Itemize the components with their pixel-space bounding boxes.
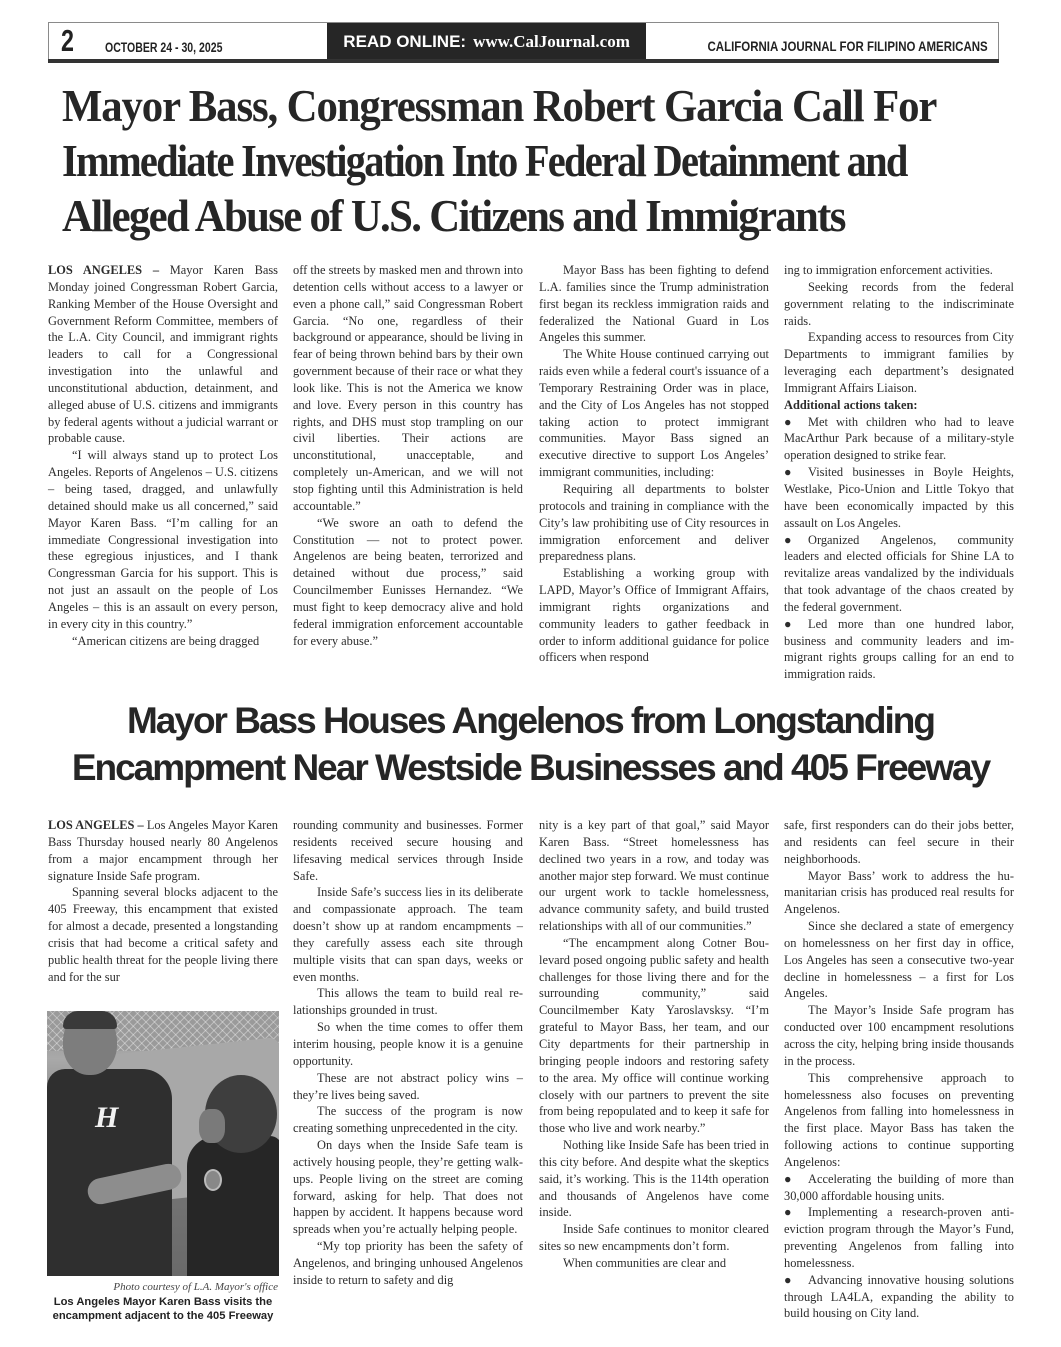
paragraph: Requiring all departments to bolster protocols and training in compliance with the City’s law prohibiting use of City resources in immigration enforcement and deliver preparedness plans. bbox=[539, 481, 769, 564]
paragraph: “American citizens are being dragged bbox=[72, 633, 260, 648]
bullet-icon: ● bbox=[784, 1272, 792, 1287]
issue-date: OCTOBER 24 - 30, 2025 bbox=[105, 40, 223, 55]
paragraph: Inside Safe’s success lies in its deliberate and compassionate approach. The team doesn’t show up at random encampments – they carefully assess each site through multiple visits that can span days, weeks or even months. bbox=[293, 885, 523, 984]
paragraph bbox=[48, 817, 278, 884]
article2-column-1 bbox=[48, 817, 278, 985]
article2-headline bbox=[0, 697, 1061, 791]
bullet-icon: ● bbox=[784, 1171, 792, 1186]
article2-column-3 bbox=[539, 817, 769, 1272]
paragraph-text: Mayor Karen Bass Monday joined Congressman Robert Garcia, Ranking Member of the House Oversight and Government Reform Committee, members of the L.A. City Council, and immigrant rights leaders to call for a Congressional investigation into the unlawful and unconstitutional abduction, detainment, and alleged abuse of U.S. citizens and immigrants by federal agents without a judicial warrant or probable cause. bbox=[48, 263, 278, 446]
bullet-item bbox=[784, 1204, 1014, 1271]
headline-line: Encampment Near Westside Businesses and 405 Freeway bbox=[71, 747, 990, 788]
article2-column-4 bbox=[784, 817, 1014, 1322]
bullet-icon: ● bbox=[784, 414, 792, 429]
bullet-text: Met with children who had to leave MacArthur Park because of a military-style operation designed to strike fear. bbox=[784, 414, 1014, 463]
publication-name: CALIFORNIA JOURNAL FOR FILIPINO AMERICANS bbox=[707, 38, 988, 54]
article1-headline bbox=[62, 78, 1022, 243]
bullet-text: Accelerating the building of more than 30,000 affordable housing units. bbox=[784, 1171, 1014, 1203]
paragraph: The success of the program is now creating something unprecedented in the city. bbox=[293, 1104, 523, 1136]
read-online-label: READ ONLINE: bbox=[343, 32, 467, 51]
paragraph: rounding community and businesses. Former residents received secure housing and lifesaving medical services through Inside Safe. bbox=[293, 818, 523, 883]
paragraph: ing to immigration enforcement activities. bbox=[784, 263, 993, 277]
bullet-text: Led more than one hundred labor, business and community leaders and immigrant rights groups calling for an end to immigration raids. bbox=[784, 616, 1014, 682]
mayor-face bbox=[199, 1109, 225, 1143]
headline-line: Immediate Investigation Into Federal Detainment and bbox=[62, 135, 907, 186]
headline-line: Alleged Abuse of U.S. Citizens and Immigrants bbox=[62, 190, 845, 241]
paragraph: Mayor Bass’ work to address the humanitarian crisis has produced real results for Angelenos. bbox=[784, 868, 1014, 917]
paragraph: On days when the Inside Safe team is actively housing people, they’re getting walk-ups. People living on the street are coming forward, asking for help. That does not happen by accident. It happens because word spreads when you’re actually helping people. bbox=[293, 1138, 523, 1237]
paragraph: This allows the team to build real relationships grounded in trust. bbox=[293, 986, 523, 1018]
paragraph: This comprehensive approach to homelessness also focuses on preventing Angelenos from falling into homelessness in the first place. Mayor Bass has taken the following actions to continue supporting Angelenos: bbox=[784, 1070, 1014, 1169]
bullet-text: Organized Angelenos, community leaders and elected officials for Shine LA to revitalize areas vandalized by the individuals that took advantage of the chaos created by the federal government. bbox=[784, 532, 1014, 614]
paragraph: safe, first responders can do their jobs better, and residents can feel secure in their neighborhoods. bbox=[784, 818, 1014, 866]
paragraph: When communities are clear and bbox=[563, 1255, 727, 1270]
paragraph: off the streets by masked men and thrown into detention cells without access to a lawyer or even a phone call,” said Congressman Robert Garcia. “No one, regardless of their background or appearance, should be living in fear of being thrown behind bars by their own government because of their race or what they look like. This is not the America we know and love. Every person in this country has rights, and DHS must stop trampling on our civil liberties. Their actions are unconstitutional, unacceptable, and completely un-American, and we will not stop fighting until this Administration is held accountable.” bbox=[293, 263, 523, 513]
mayor-figure bbox=[187, 1136, 279, 1276]
masthead-left bbox=[49, 23, 327, 59]
paragraph: The Mayor’s Inside Safe program has conducted over 100 encampment resolutions across the city, helping bring inside thousands in the process. bbox=[784, 1003, 1014, 1068]
website-link[interactable]: www.CalJournal.com bbox=[473, 32, 630, 51]
dateline: LOS ANGELES – bbox=[48, 263, 160, 277]
page-number: 2 bbox=[61, 23, 74, 58]
paragraph: “The encampment along Cotner Boulevard posed ongoing public safety and health challenges for those living there and for the surrounding community,” said Councilmember Katy Yaroslavsksy. “I’m grateful to Mayor Bass, her team, and our City departments for their partnership in bringing people indoors and restoring safety to the area. My office will continue working closely with our partners to prevent the site from being repopulated and to keep it safe for those who live and work nearby.” bbox=[539, 935, 769, 1136]
bullet-icon: ● bbox=[784, 532, 792, 547]
subheading: Additional actions taken: bbox=[784, 397, 918, 412]
article2-column-2 bbox=[293, 817, 523, 1289]
article1-column-1 bbox=[48, 262, 278, 649]
bullet-icon: ● bbox=[784, 465, 792, 480]
read-online-banner bbox=[327, 23, 646, 59]
bullet-text: Visited businesses in Boyle Heights, Westlake, Pico-Union and Little Tokyo that have been economically impacted by this assault on Los Angeles. bbox=[784, 465, 1014, 530]
bullet-item bbox=[784, 1272, 1014, 1323]
paragraph bbox=[48, 262, 278, 447]
bullet-icon: ● bbox=[784, 1205, 792, 1220]
paragraph-text: Los Angeles Mayor Karen Bass Thursday housed nearly 80 Angelenos from a major encampment through her signature Inside Safe program. bbox=[48, 818, 278, 883]
article1-column-3 bbox=[539, 262, 769, 666]
bullet-item bbox=[784, 464, 1014, 531]
article1-column-4 bbox=[784, 262, 1014, 683]
bullet-item bbox=[784, 1171, 1014, 1205]
masthead bbox=[48, 22, 999, 59]
photo-caption: Los Angeles Mayor Karen Bass visits the encampment adjacent to the 405 Freeway bbox=[52, 1296, 274, 1322]
paragraph: “We swore an oath to defend the Constitution — not to protect power. Angelenos are being beaten, terrorized and detained without due process,” said Councilmember Eunisses Hernandez. “We must fight to keep democracy alive and hold federal immigration enforcement accountable for every abuse.” bbox=[293, 515, 523, 648]
paragraph: Mayor Bass has been fighting to defend L.A. families since the Trump administration first began its reckless immigration raids and federalized the National Guard in Los Angeles this summer. bbox=[539, 263, 769, 345]
man-hair bbox=[63, 1011, 117, 1029]
paragraph: These are not abstract policy wins – they’re lives being saved. bbox=[293, 1070, 523, 1102]
bullet-icon: ● bbox=[784, 616, 792, 631]
headline-line: Mayor Bass Houses Angelenos from Longstanding bbox=[126, 700, 935, 741]
paragraph: “I will always stand up to protect Los Angeles. Reports of Angelenos – U.S. citizens – being tased, dragged, and unlawfully detained should make us all concerned,” said Mayor Karen Bass. “I’m calling for an immediate Congressional investigation into these egregious injustices, and I thank Congressman Garcia for his support. This is not just an assault on the people of Los Angeles – this is an assault on every person, in every city in this country.” bbox=[48, 448, 278, 631]
city-seal-badge-icon bbox=[204, 1169, 222, 1191]
bullet-text: Advancing innovative housing solutions through LA4LA, expanding the ability to build housing on City land. bbox=[784, 1272, 1014, 1321]
paragraph: Seeking records from the federal government relating to the indiscriminate raids. bbox=[784, 279, 1014, 328]
paragraph: Since she declared a state of emergency on homelessness on her first day in office, Los Angeles has seen a consecutive two-year decline in homelessness – a first for Los Angeles. bbox=[784, 919, 1014, 1001]
paragraph: Spanning several blocks adjacent to the 405 Freeway, this encampment that existed for almost a decade, presented a longstanding crisis that had become a critical safety and public health threat for the people living there and for the sur bbox=[48, 885, 278, 984]
paragraph: So when the time comes to offer them interim housing, people know it is a genuine opportunity. bbox=[293, 1020, 523, 1068]
bullet-item bbox=[784, 532, 1014, 616]
masthead-right bbox=[646, 23, 998, 59]
paragraph: The White House continued carrying out raids even while a federal court's issuance of a Temporary Restraining Order was in place, and the City of Los Angeles has not stopped taking action to protect immigrant communities. Mayor Bass signed an executive directive to support Los Angeles’ immigrant communities, including: bbox=[539, 347, 769, 480]
shirt-logo: H bbox=[95, 1101, 119, 1134]
paragraph: Nothing like Inside Safe has been tried in this city before. And despite what the skeptics said, it’s working. This is the 114th operation and thousands of Angelenos have come inside. bbox=[539, 1138, 769, 1220]
bullet-text: Implementing a research-proven anti-eviction program through the Mayor’s Fund, preventing Angelenos from falling into homelessness. bbox=[784, 1205, 1014, 1270]
bullet-item bbox=[784, 616, 1014, 683]
headline-line: Mayor Bass, Congressman Robert Garcia Call For bbox=[62, 80, 937, 131]
paragraph: nity is a key part of that goal,” said Mayor Karen Bass. “Street homelessness has declined two years in a row, and today was another major step forward. We must continue our urgent work to tackle homelessness, advance community safety, and build trusted relationships with all of our communities.” bbox=[539, 818, 769, 934]
photo-credit: Photo courtesy of L.A. Mayor's office bbox=[113, 1281, 278, 1293]
dateline: LOS ANGELES – bbox=[48, 818, 144, 832]
masthead-divider bbox=[48, 59, 999, 63]
paragraph: Expanding access to resources from City Departments to immigrant families by leveraging each department’s designated Immigrant Affairs Liaison. bbox=[784, 330, 1014, 395]
paragraph: Establishing a working group with LAPD, Mayor’s Office of Immigrant Affairs, immigrant rights organizations and community leaders to gather feedback in order to inform additional guidance for police officers when respond bbox=[539, 566, 769, 665]
news-photo bbox=[47, 1011, 279, 1276]
paragraph: Inside Safe continues to monitor cleared sites so new encampments don’t form. bbox=[539, 1222, 769, 1254]
bullet-item bbox=[784, 414, 1014, 465]
paragraph: “My top priority has been the safety of Angelenos, and bringing unhoused Angelenos inside to return to safety and dig bbox=[293, 1239, 523, 1287]
article1-column-2 bbox=[293, 262, 523, 649]
